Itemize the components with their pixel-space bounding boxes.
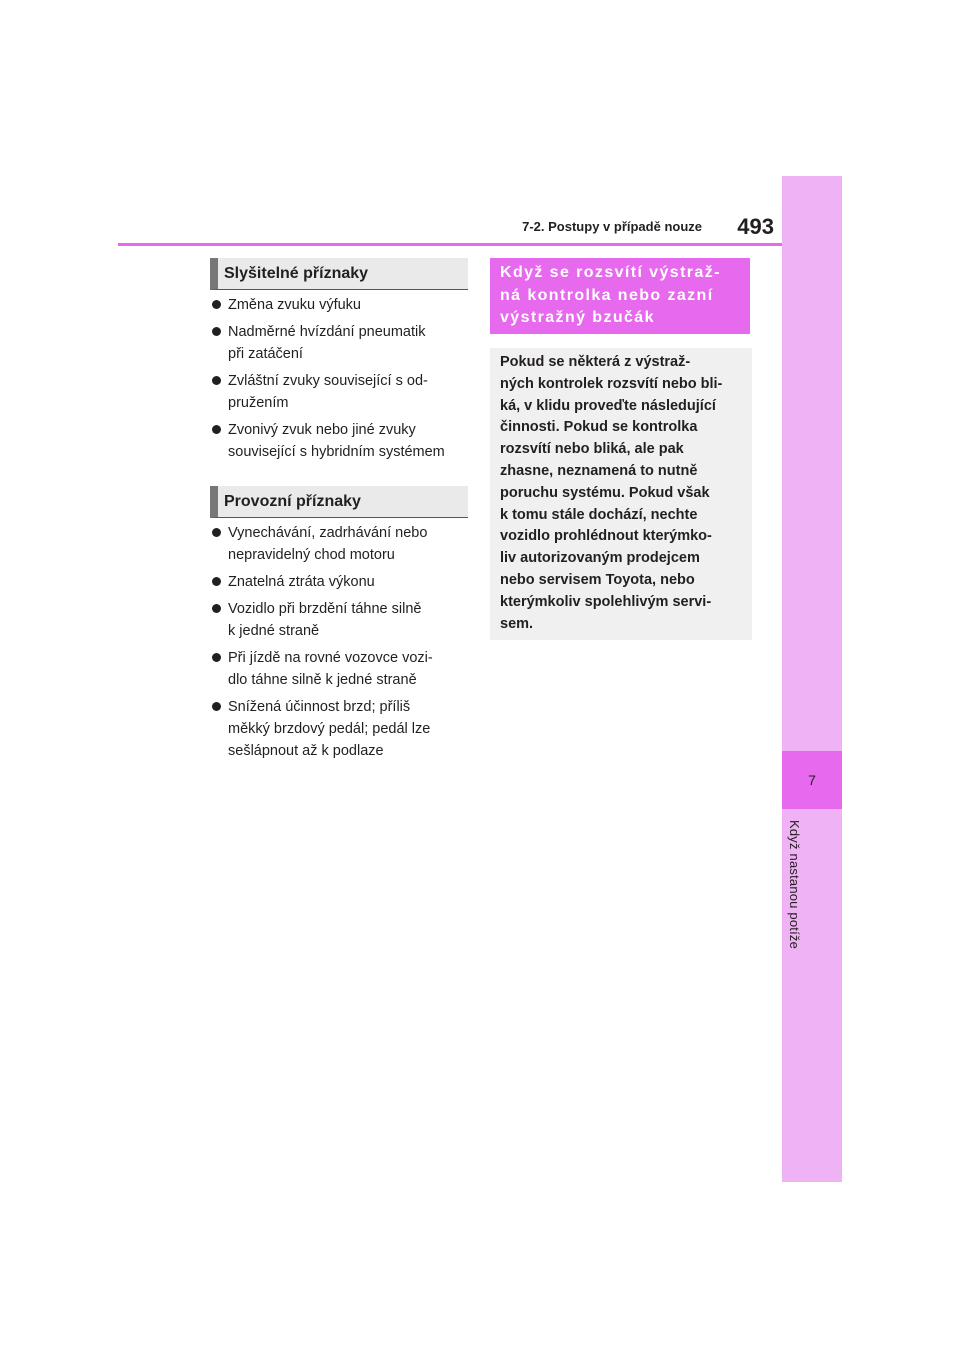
warning-body: Pokud se některá z výstraž- ných kontrolek rozsvítí nebo bli- ká, v klidu proveďte následující činnosti. Pokud se kontrolka rozsvítí nebo bliká, ale pak zhasne, neznamená to nutně poruchu systému. Pokud však k tomu stále dochází, nechte vozidlo prohlédnout kterýmko- liv autorizovaným prodejcem nebo servisem Toyota, nebo kterýmkoliv spolehlivým servi- sem. [490, 348, 752, 640]
bullet-icon [212, 327, 221, 336]
audible-heading: Slyšitelné příznaky [210, 258, 468, 290]
list-item: Snížená účinnost brzd; příliš měkký brzdový pedál; pedál lze sešlápnout až k podlaze [210, 696, 472, 762]
page-number: 493 [737, 214, 774, 239]
operational-list [210, 522, 472, 767]
list-item: Nadměrné hvízdání pneumatik při zatáčení [210, 321, 472, 365]
list-item: Vozidlo při brzdění táhne silně k jedné straně [210, 598, 472, 642]
bullet-icon [212, 376, 221, 385]
bullet-icon [212, 528, 221, 537]
bullet-icon [212, 653, 221, 662]
chapter-title: Když nastanou potíže [787, 820, 802, 950]
warning-heading: Když se rozsvítí výstraž- ná kontrolka nebo zazní výstražný bzučák [490, 258, 750, 334]
side-tab [782, 176, 842, 1182]
header-rule [118, 243, 782, 246]
list-item: Změna zvuku výfuku [210, 294, 472, 316]
operational-heading: Provozní příznaky [210, 486, 468, 518]
bullet-icon [212, 577, 221, 586]
list-item: Znatelná ztráta výkonu [210, 571, 472, 593]
list-item: Zvonivý zvuk nebo jiné zvuky související s hybridním systémem [210, 419, 472, 463]
list-item: Při jízdě na rovné vozovce vozi- dlo táhne silně k jedné straně [210, 647, 472, 691]
bullet-icon [212, 702, 221, 711]
bullet-icon [212, 300, 221, 309]
list-item: Zvláštní zvuky související s od- pružením [210, 370, 472, 414]
audible-list [210, 294, 472, 468]
bullet-icon [212, 604, 221, 613]
list-item: Vynechávání, zadrhávání nebo nepravidelný chod motoru [210, 522, 472, 566]
section-title: 7-2. Postupy v případě nouze [522, 219, 702, 234]
chapter-number: 7 [782, 751, 842, 809]
bullet-icon [212, 425, 221, 434]
